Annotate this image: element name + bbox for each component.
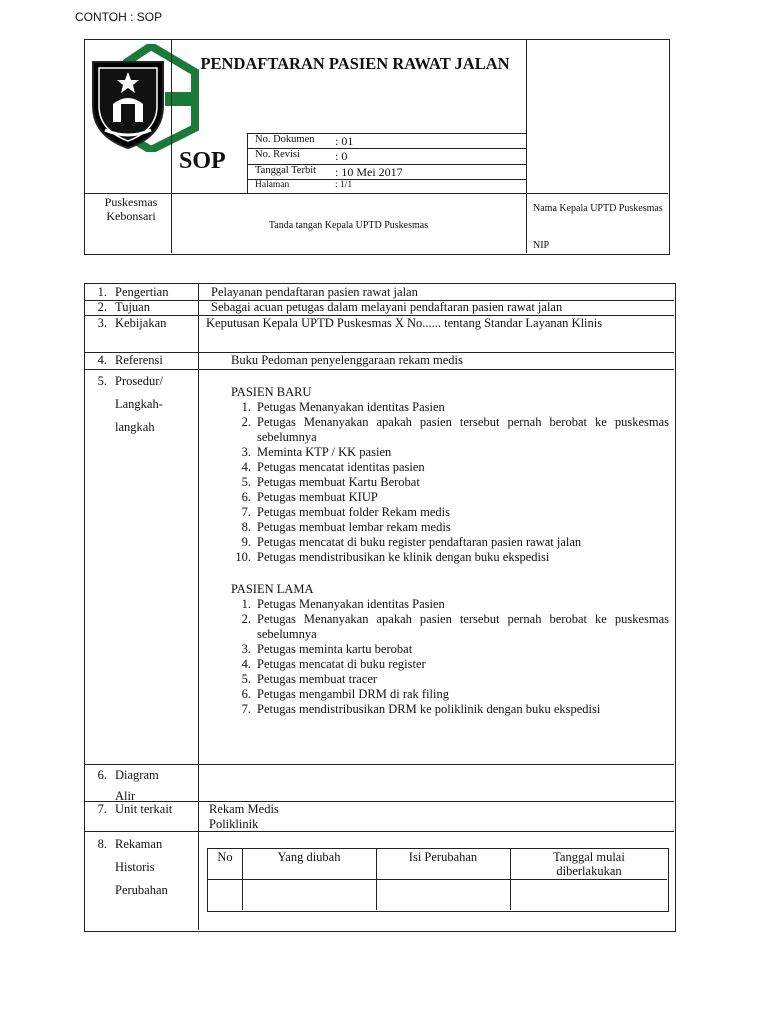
pengertian-text: Pelayanan pendaftaran pasien rawat jalan xyxy=(211,285,418,299)
document-info xyxy=(255,134,523,194)
row-title-line: Historis xyxy=(115,860,155,874)
row-number: 3. xyxy=(97,316,107,330)
step-number: 8. xyxy=(241,520,251,534)
signature-caption: Tanda tangan Kepala UPTD Puskesmas xyxy=(268,220,429,231)
step-number: 2. xyxy=(241,415,251,429)
change-history-table xyxy=(207,848,669,912)
step-text: Petugas mendistribusikan DRM ke poliklinik dengan buku ekspedisi xyxy=(257,702,601,716)
step-number: 4. xyxy=(241,657,251,671)
step-number: 3. xyxy=(241,642,251,656)
page-title: PENDAFTARAN PASIEN RAWAT JALAN xyxy=(200,54,510,73)
row-number: 7. xyxy=(97,802,107,816)
step-number: 4. xyxy=(241,460,251,474)
page-count-value: : 1/1 xyxy=(335,180,353,190)
pasien-lama-steps xyxy=(231,597,669,717)
row-label-prosedur xyxy=(85,370,199,439)
row-title: Diagram xyxy=(115,768,159,782)
procedure-step xyxy=(231,672,669,687)
head-name-label: Nama Kepala UPTD Puskesmas xyxy=(533,203,663,214)
row-title: Referensi xyxy=(115,353,163,367)
procedure-step xyxy=(231,550,669,565)
row-title: Pengertian xyxy=(115,285,169,299)
unit-item: Poliklinik xyxy=(209,817,259,831)
procedure-step xyxy=(231,475,669,490)
step-number: 9. xyxy=(241,535,251,549)
row-title-line: Perubahan xyxy=(115,883,168,897)
row-label-kebijakan xyxy=(85,316,199,331)
row-label-diagram xyxy=(85,765,199,807)
step-number: 1. xyxy=(241,400,251,414)
step-text: Petugas Menanyakan identitas Pasien xyxy=(257,597,445,611)
step-text: Petugas Menanyakan identitas Pasien xyxy=(257,400,445,414)
procedure-step xyxy=(231,702,669,717)
regional-emblem-logo xyxy=(87,44,199,152)
sop-label: SOP xyxy=(179,148,226,174)
procedure-step xyxy=(231,535,669,550)
row-title: Unit terkait xyxy=(115,802,173,816)
doc-number-value: : 01 xyxy=(335,134,354,148)
row-label-rekaman xyxy=(85,833,199,902)
row-label-pengertian xyxy=(85,285,199,300)
step-number: 2. xyxy=(241,612,251,626)
row-number: 4. xyxy=(97,353,107,367)
step-number: 6. xyxy=(241,490,251,504)
prosedur-pasien-lama xyxy=(231,582,669,717)
doc-number-label: No. Dokumen xyxy=(255,134,315,145)
unit-item: Rekam Medis xyxy=(209,802,279,816)
procedure-step xyxy=(231,445,669,460)
row-label-referensi xyxy=(85,353,199,368)
nip-label: NIP xyxy=(533,240,550,251)
step-number: 7. xyxy=(241,505,251,519)
procedure-step xyxy=(231,505,669,520)
step-number: 7. xyxy=(241,702,251,716)
row-number: 6. xyxy=(97,768,107,782)
procedure-step xyxy=(231,520,669,535)
step-text: Petugas membuat lembar rekam medis xyxy=(257,520,451,534)
step-text: Petugas Menanyakan apakah pasien tersebut pernah berobat ke puskesmas sebelumnya xyxy=(257,415,669,444)
sop-content-table xyxy=(84,283,676,932)
step-number: 10. xyxy=(235,550,251,564)
procedure-step xyxy=(231,415,669,445)
organization-name: Puskesmas Kebonsari xyxy=(104,195,158,223)
kebijakan-text: Keputusan Kepala UPTD Puskesmas X No...... tentang Standar Layanan Klinis xyxy=(206,316,603,330)
issue-date-label: Tanggal Terbit xyxy=(255,165,317,176)
step-text: Petugas mendistribusikan ke klinik dengan buku ekspedisi xyxy=(257,550,550,564)
step-number: 6. xyxy=(241,687,251,701)
step-text: Petugas membuat folder Rekam medis xyxy=(257,505,451,519)
procedure-step xyxy=(231,490,669,505)
procedure-step xyxy=(231,460,669,475)
row-title-line: Alir xyxy=(115,789,136,803)
step-text: Petugas mengambil DRM di rak filing xyxy=(257,687,449,701)
step-text: Petugas membuat KIUP xyxy=(257,490,378,504)
unit-terkait-list xyxy=(209,802,279,832)
step-text: Petugas mencatat identitas pasien xyxy=(257,460,425,474)
step-number: 1. xyxy=(241,597,251,611)
step-number: 3. xyxy=(241,445,251,459)
procedure-step xyxy=(231,642,669,657)
procedure-step xyxy=(231,657,669,672)
row-number: 8. xyxy=(97,837,107,851)
row-number: 2. xyxy=(97,300,107,314)
sop-header xyxy=(84,39,670,255)
section-title-pasien-lama: PASIEN LAMA xyxy=(231,582,314,596)
row-title-line: Langkah- xyxy=(115,397,163,411)
page-count-label: Halaman xyxy=(255,180,290,190)
row-title: Kebijakan xyxy=(115,316,167,330)
row-title: Tujuan xyxy=(115,300,150,314)
procedure-step xyxy=(231,687,669,702)
pasien-baru-steps xyxy=(231,400,669,565)
history-column-header: Yang diubah xyxy=(277,850,341,864)
step-number: 5. xyxy=(241,672,251,686)
referensi-text: Buku Pedoman penyelenggaraan rekam medis xyxy=(231,353,463,367)
row-label-tujuan xyxy=(85,300,199,315)
row-title: Rekaman xyxy=(115,837,163,851)
row-title: Prosedur/ xyxy=(115,374,163,388)
section-title-pasien-baru: PASIEN BARU xyxy=(231,385,312,399)
row-number: 1. xyxy=(97,285,107,299)
prosedur-pasien-baru xyxy=(231,385,669,565)
step-text: Petugas mencatat di buku register xyxy=(257,657,426,671)
procedure-step xyxy=(231,612,669,642)
step-text: Petugas Menanyakan apakah pasien tersebut pernah berobat ke puskesmas sebelumnya xyxy=(257,612,669,641)
history-column-header: Isi Perubahan xyxy=(408,850,478,864)
step-text: Petugas mencatat di buku register pendaftaran pasien rawat jalan xyxy=(257,535,582,549)
step-text: Petugas membuat tracer xyxy=(257,672,378,686)
history-column-header: Tanggal mulai diberlakukan xyxy=(553,850,625,878)
row-title-line: langkah xyxy=(115,420,155,434)
step-number: 5. xyxy=(241,475,251,489)
doc-info-row xyxy=(255,180,523,194)
doc-info-row xyxy=(255,149,523,165)
step-text: Meminta KTP / KK pasien xyxy=(257,445,392,459)
page-label: CONTOH : SOP xyxy=(75,10,163,24)
revision-label: No. Revisi xyxy=(255,149,300,160)
procedure-step xyxy=(231,597,669,612)
step-text: Petugas meminta kartu berobat xyxy=(257,642,413,656)
doc-info-row xyxy=(255,134,523,149)
step-text: Petugas membuat Kartu Berobat xyxy=(257,475,420,489)
row-label-unit-terkait xyxy=(85,802,199,817)
tujuan-text: Sebagai acuan petugas dalam melayani pendaftaran pasien rawat jalan xyxy=(211,300,563,314)
doc-info-row xyxy=(255,165,523,180)
history-column-header: No xyxy=(217,850,233,864)
revision-value: : 0 xyxy=(335,149,348,163)
row-number: 5. xyxy=(97,374,107,388)
procedure-step xyxy=(231,400,669,415)
issue-date-value: : 10 Mei 2017 xyxy=(335,165,403,179)
